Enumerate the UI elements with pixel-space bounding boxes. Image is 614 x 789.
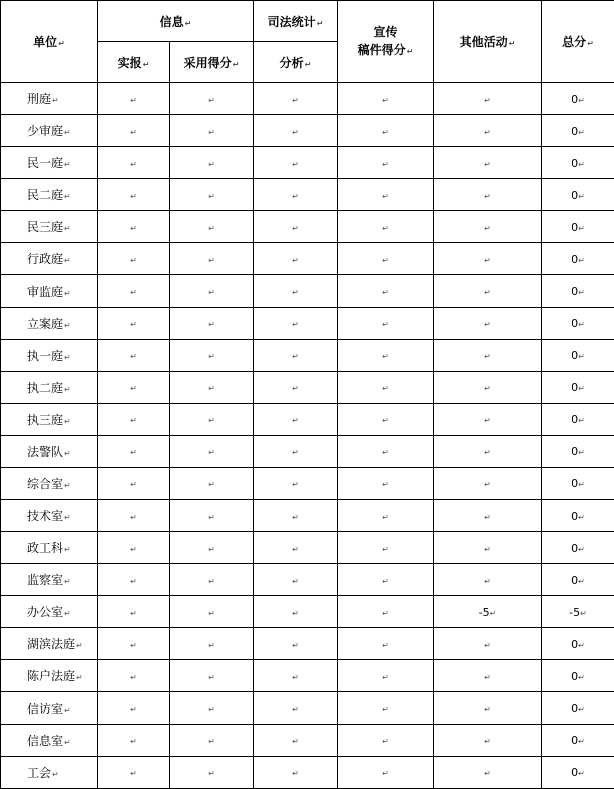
unit-name: 刑庭 (27, 92, 52, 107)
header-other-activities-label: 其他活动 (459, 35, 508, 49)
total-cell: 0↵ (542, 339, 614, 371)
adopt-score-cell: ↵ (170, 724, 254, 756)
report-cell: ↵ (98, 243, 170, 275)
unit-name: 办公室 (27, 605, 64, 620)
unit-name: 政工科 (27, 541, 64, 556)
unit-cell: 行政庭↵ (1, 243, 98, 275)
other-activities-cell: ↵ (434, 692, 542, 724)
unit-cell: 执二庭↵ (1, 371, 98, 403)
report-cell: ↵ (98, 435, 170, 467)
adopt-score-cell: ↵ (170, 660, 254, 692)
report-cell: ↵ (98, 660, 170, 692)
header-adopt-score-label: 采用得分 (183, 55, 232, 70)
publicity-cell: ↵ (338, 275, 434, 307)
other-activities-cell: ↵ (434, 532, 542, 564)
adopt-score-cell: ↵ (170, 211, 254, 243)
report-cell: ↵ (98, 115, 170, 147)
unit-cell: 信息室↵ (1, 724, 98, 756)
publicity-cell: ↵ (338, 467, 434, 499)
report-cell: ↵ (98, 275, 170, 307)
adopt-score-cell: ↵ (170, 564, 254, 596)
unit-cell: 工会↵ (1, 756, 98, 788)
adopt-score-cell: ↵ (170, 596, 254, 628)
unit-name: 监察室 (27, 573, 64, 588)
other-activities-cell: ↵ (434, 147, 542, 179)
publicity-cell: ↵ (338, 532, 434, 564)
analysis-cell: ↵ (254, 532, 338, 564)
analysis-cell: ↵ (254, 339, 338, 371)
publicity-cell: ↵ (338, 243, 434, 275)
publicity-cell: ↵ (338, 724, 434, 756)
total-cell: 0↵ (542, 500, 614, 532)
header-info: 信息↵ (98, 1, 254, 42)
unit-name: 行政庭 (27, 252, 64, 267)
other-activities-cell: ↵ (434, 243, 542, 275)
report-cell: ↵ (98, 307, 170, 339)
unit-name: 民三庭 (27, 220, 64, 235)
table-row (1, 147, 614, 179)
report-cell: ↵ (98, 371, 170, 403)
table-body (1, 83, 614, 789)
report-cell: ↵ (98, 692, 170, 724)
unit-name: 执一庭 (27, 348, 64, 363)
analysis-cell: ↵ (254, 179, 338, 211)
total-cell: -5↵ (542, 596, 614, 628)
publicity-cell: ↵ (338, 83, 434, 115)
total-value: -5 (569, 605, 581, 619)
other-activities-cell: ↵ (434, 307, 542, 339)
total-value: 0 (571, 477, 579, 491)
header-analysis-label: 分析 (279, 55, 304, 70)
unit-name: 民一庭 (27, 156, 64, 171)
unit-name: 信访室 (27, 701, 64, 716)
analysis-cell: ↵ (254, 500, 338, 532)
unit-cell: 湖滨法庭↵ (1, 628, 98, 660)
table-row (1, 467, 614, 499)
publicity-cell: ↵ (338, 564, 434, 596)
unit-name: 综合室 (27, 476, 64, 491)
report-cell: ↵ (98, 339, 170, 371)
header-judicial-stats: 司法统计↵ (254, 1, 338, 42)
report-cell: ↵ (98, 628, 170, 660)
report-cell: ↵ (98, 179, 170, 211)
unit-name: 陈户法庭 (27, 669, 76, 684)
unit-cell: 民二庭↵ (1, 179, 98, 211)
other-activities-value: -5 (478, 605, 490, 619)
table-row (1, 275, 614, 307)
table-row (1, 83, 614, 115)
unit-cell: 立案庭↵ (1, 307, 98, 339)
total-value: 0 (571, 669, 579, 683)
header-publicity-line2: 稿件得分 (357, 42, 406, 57)
total-cell: 0↵ (542, 692, 614, 724)
table-row (1, 756, 614, 788)
adopt-score-cell: ↵ (170, 532, 254, 564)
unit-cell: 民三庭↵ (1, 211, 98, 243)
table-row (1, 339, 614, 371)
total-cell: 0↵ (542, 211, 614, 243)
table-row (1, 564, 614, 596)
analysis-cell: ↵ (254, 756, 338, 788)
publicity-cell: ↵ (338, 371, 434, 403)
adopt-score-cell: ↵ (170, 307, 254, 339)
analysis-cell: ↵ (254, 724, 338, 756)
report-cell: ↵ (98, 724, 170, 756)
publicity-cell: ↵ (338, 756, 434, 788)
table-row (1, 179, 614, 211)
adopt-score-cell: ↵ (170, 435, 254, 467)
unit-cell: 少审庭↵ (1, 115, 98, 147)
adopt-score-cell: ↵ (170, 692, 254, 724)
other-activities-cell: ↵ (434, 403, 542, 435)
total-cell: 0↵ (542, 179, 614, 211)
analysis-cell: ↵ (254, 307, 338, 339)
unit-name: 湖滨法庭 (27, 637, 76, 652)
analysis-cell: ↵ (254, 83, 338, 115)
analysis-cell: ↵ (254, 243, 338, 275)
publicity-cell: ↵ (338, 596, 434, 628)
unit-cell: 执三庭↵ (1, 403, 98, 435)
other-activities-cell: ↵ (434, 467, 542, 499)
total-value: 0 (571, 156, 579, 170)
header-report-label: 实报 (117, 55, 142, 70)
publicity-cell: ↵ (338, 147, 434, 179)
table-row (1, 307, 614, 339)
report-cell: ↵ (98, 467, 170, 499)
analysis-cell: ↵ (254, 403, 338, 435)
unit-name: 法警队 (27, 444, 64, 459)
report-cell: ↵ (98, 403, 170, 435)
total-value: 0 (571, 285, 579, 298)
total-value: 0 (571, 252, 579, 266)
unit-cell: 审监庭↵ (1, 275, 98, 307)
report-cell: ↵ (98, 756, 170, 788)
publicity-cell: ↵ (338, 500, 434, 532)
total-value: 0 (571, 124, 579, 138)
total-cell: 0↵ (542, 147, 614, 179)
total-cell: 0↵ (542, 275, 614, 307)
publicity-cell: ↵ (338, 660, 434, 692)
total-value: 0 (571, 381, 579, 395)
total-cell: 0↵ (542, 83, 614, 115)
adopt-score-cell: ↵ (170, 371, 254, 403)
header-adopt-score: 采用得分↵ (170, 42, 254, 83)
other-activities-cell: ↵ (434, 115, 542, 147)
table-row (1, 596, 614, 628)
analysis-cell: ↵ (254, 467, 338, 499)
other-activities-cell: ↵ (434, 435, 542, 467)
unit-name: 执二庭 (27, 380, 64, 395)
total-value: 0 (571, 637, 579, 651)
total-cell: 0↵ (542, 307, 614, 339)
adopt-score-cell: ↵ (170, 500, 254, 532)
report-cell: ↵ (98, 147, 170, 179)
other-activities-cell: ↵ (434, 628, 542, 660)
unit-cell: 法警队↵ (1, 435, 98, 467)
analysis-cell: ↵ (254, 275, 338, 307)
header-unit-label: 单位 (33, 35, 58, 49)
analysis-cell: ↵ (254, 371, 338, 403)
total-cell: 0↵ (542, 628, 614, 660)
adopt-score-cell: ↵ (170, 115, 254, 147)
unit-cell: 监察室↵ (1, 564, 98, 596)
total-value: 0 (571, 509, 579, 523)
unit-cell: 执一庭↵ (1, 339, 98, 371)
unit-name: 审监庭 (27, 284, 64, 299)
analysis-cell: ↵ (254, 564, 338, 596)
total-value: 0 (571, 317, 579, 331)
report-cell: ↵ (98, 532, 170, 564)
header-info-label: 信息 (159, 14, 184, 29)
header-total-label: 总分 (562, 35, 587, 49)
unit-cell: 刑庭↵ (1, 83, 98, 115)
analysis-cell: ↵ (254, 147, 338, 179)
total-value: 0 (571, 413, 579, 427)
analysis-cell: ↵ (254, 692, 338, 724)
header-other-activities: 其他活动↵ (434, 1, 542, 83)
analysis-cell: ↵ (254, 435, 338, 467)
total-cell: 0↵ (542, 403, 614, 435)
publicity-cell: ↵ (338, 435, 434, 467)
total-cell: 0↵ (542, 756, 614, 788)
header-report: 实报↵ (98, 42, 170, 83)
other-activities-cell: ↵ (434, 564, 542, 596)
other-activities-cell: ↵ (434, 211, 542, 243)
publicity-cell: ↵ (338, 115, 434, 147)
unit-name: 执三庭 (27, 412, 64, 427)
other-activities-cell: ↵ (434, 660, 542, 692)
publicity-cell: ↵ (338, 179, 434, 211)
table-row (1, 692, 614, 724)
adopt-score-cell: ↵ (170, 467, 254, 499)
total-value: 0 (571, 220, 579, 234)
total-cell: 0↵ (542, 371, 614, 403)
total-cell: 0↵ (542, 660, 614, 692)
unit-cell: 政工科↵ (1, 532, 98, 564)
analysis-cell: ↵ (254, 660, 338, 692)
total-cell: 0↵ (542, 435, 614, 467)
table-row (1, 500, 614, 532)
publicity-cell: ↵ (338, 403, 434, 435)
unit-cell: 技术室↵ (1, 500, 98, 532)
unit-name: 少审庭 (27, 124, 64, 139)
header-total: 总分↵ (542, 1, 614, 83)
publicity-cell: ↵ (338, 211, 434, 243)
header-judicial-stats-label: 司法统计 (267, 14, 316, 29)
analysis-cell: ↵ (254, 628, 338, 660)
adopt-score-cell: ↵ (170, 83, 254, 115)
table-row (1, 243, 614, 275)
report-cell: ↵ (98, 211, 170, 243)
adopt-score-cell: ↵ (170, 275, 254, 307)
report-cell: ↵ (98, 83, 170, 115)
table-row (1, 435, 614, 467)
unit-cell: 民一庭↵ (1, 147, 98, 179)
analysis-cell: ↵ (254, 211, 338, 243)
unit-name: 技术室 (27, 509, 64, 524)
total-value: 0 (571, 573, 579, 587)
table-row (1, 211, 614, 243)
unit-cell: 陈户法庭↵ (1, 660, 98, 692)
report-cell: ↵ (98, 564, 170, 596)
other-activities-cell: ↵ (434, 371, 542, 403)
unit-cell: 综合室↵ (1, 467, 98, 499)
other-activities-cell: ↵ (434, 756, 542, 788)
unit-cell: 信访室↵ (1, 692, 98, 724)
total-cell: 0↵ (542, 467, 614, 499)
adopt-score-cell: ↵ (170, 179, 254, 211)
table-row (1, 628, 614, 660)
adopt-score-cell: ↵ (170, 339, 254, 371)
total-cell: 0↵ (542, 115, 614, 147)
total-value: 0 (571, 349, 579, 363)
table-row (1, 724, 614, 756)
total-cell: 0↵ (542, 243, 614, 275)
analysis-cell: ↵ (254, 596, 338, 628)
publicity-cell: ↵ (338, 628, 434, 660)
total-value: 0 (571, 92, 579, 106)
adopt-score-cell: ↵ (170, 628, 254, 660)
other-activities-cell: -5↵ (434, 596, 542, 628)
unit-name: 立案庭 (27, 316, 64, 331)
report-cell: ↵ (98, 500, 170, 532)
header-unit: 单位↵ (1, 1, 98, 83)
other-activities-cell: ↵ (434, 500, 542, 532)
other-activities-cell: ↵ (434, 179, 542, 211)
other-activities-cell: ↵ (434, 275, 542, 307)
total-value: 0 (571, 541, 579, 555)
adopt-score-cell: ↵ (170, 756, 254, 788)
report-cell: ↵ (98, 596, 170, 628)
publicity-cell: ↵ (338, 692, 434, 724)
total-value: 0 (571, 445, 579, 459)
other-activities-cell: ↵ (434, 83, 542, 115)
adopt-score-cell: ↵ (170, 403, 254, 435)
unit-name: 工会 (27, 765, 52, 780)
total-cell: 0↵ (542, 532, 614, 564)
total-value: 0 (571, 188, 579, 202)
other-activities-cell: ↵ (434, 724, 542, 756)
header-analysis: 分析↵ (254, 42, 338, 83)
table-row (1, 403, 614, 435)
header-publicity-line1: 宣传 (373, 24, 398, 39)
total-cell: 0↵ (542, 724, 614, 756)
publicity-cell: ↵ (338, 307, 434, 339)
table-row (1, 532, 614, 564)
unit-cell: 办公室↵ (1, 596, 98, 628)
adopt-score-cell: ↵ (170, 243, 254, 275)
total-value: 0 (571, 702, 579, 716)
unit-name: 民二庭 (27, 188, 64, 203)
table-row (1, 371, 614, 403)
other-activities-cell: ↵ (434, 339, 542, 371)
unit-name: 信息室 (27, 733, 64, 748)
publicity-cell: ↵ (338, 339, 434, 371)
table-row (1, 660, 614, 692)
analysis-cell: ↵ (254, 115, 338, 147)
total-value: 0 (571, 766, 579, 780)
table-row (1, 115, 614, 147)
header-publicity: 宣传 稿件得分↵ (338, 1, 434, 83)
total-value: 0 (571, 734, 579, 748)
total-cell: 0↵ (542, 564, 614, 596)
adopt-score-cell: ↵ (170, 147, 254, 179)
